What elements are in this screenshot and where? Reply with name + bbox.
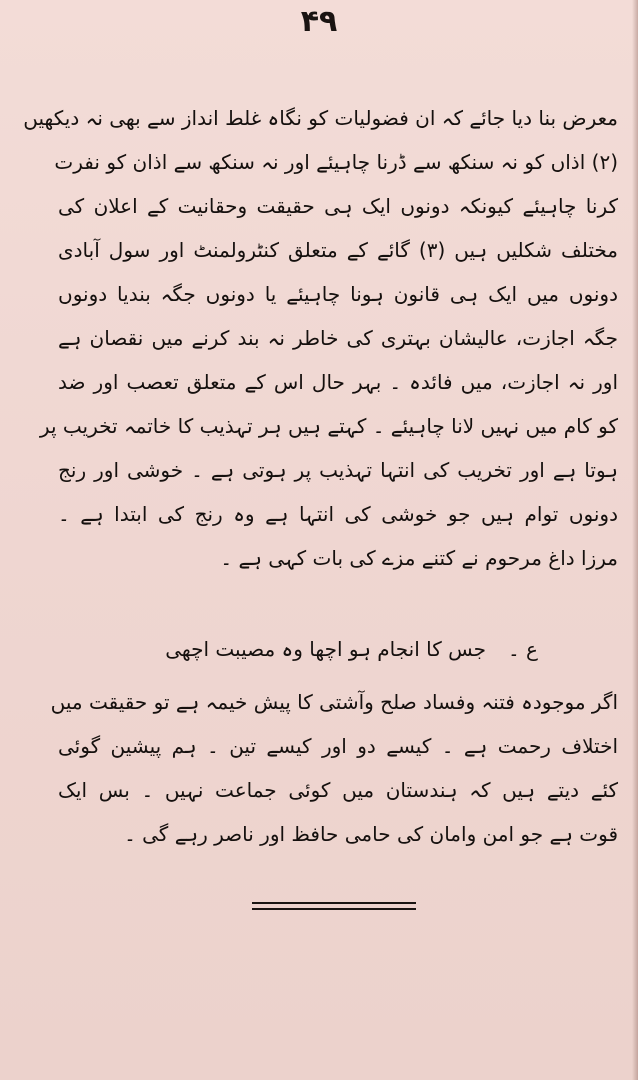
text-line: قوت ہے جو امن وامان کی حامی حافظ اور ناصر رہے گی ۔ [124, 822, 618, 846]
verse-marker: ع ۔ [507, 637, 538, 661]
text-line: کرنا چاہیئے کیونکہ دونوں ایک ہی حقیقت وحقانیت کے اعلان کی [58, 194, 618, 218]
text-line: دونوں میں ایک ہی قانون ہونا چاہیئے یا دونوں جگہ بندیا دونوں [58, 282, 618, 306]
page-edge-shadow [632, 0, 638, 1080]
text-line: مختلف شکلیں ہیں (۳) گائے کے متعلق کنٹرولمنٹ اور سول آبادی [58, 238, 618, 262]
text-line: اگر موجودہ فتنہ وفساد صلح وآشتی کا پیش خیمہ ہے تو حقیقت میں [50, 690, 618, 714]
text-line: کئے دیتے ہیں کہ ہندستان میں کوئی جماعت نہیں ۔ بس ایک [58, 778, 618, 802]
section-divider-top [252, 902, 416, 904]
text-line: کو کام میں نہیں لانا چاہیئے ۔ کہتے ہیں ہر تہذیب کا خاتمہ تخریب پر [39, 414, 618, 438]
text-line: اختلاف رحمت ہے ۔ کیسے دو اور کیسے تین ۔ ہم پیشین گوئی [58, 734, 618, 758]
verse-text: جس کا انجام ہو اچھا وہ مصیبت اچھی [165, 637, 486, 661]
section-divider-bottom [252, 908, 416, 910]
text-line: مرزا داغ مرحوم نے کتنے مزے کی بات کہی ہے ۔ [220, 546, 618, 570]
paragraph-2 [50, 680, 618, 856]
text-line: دونوں توام ہیں جو خوشی کی انتہا ہے وہ رنج کی ابتدا ہے ۔ [58, 502, 618, 526]
verse-line [140, 627, 538, 671]
text-line: اور نہ اجازت، میں فائدہ ۔ بہر حال اس کے متعلق تعصب اور ضد [58, 370, 618, 394]
paragraph-1 [23, 96, 618, 580]
text-line: جگہ اجازت، عالیشان بہتری کی خاطر نہ بند کرنے میں نقصان ہے [58, 326, 618, 350]
text-line: معرض بنا دیا جائے کہ ان فضولیات کو نگاہ غلط انداز سے بھی نہ دیکھیں [23, 106, 618, 130]
page-number: ۴۹ [300, 4, 338, 39]
text-line: ہوتا ہے اور تخریب کی انتہا تہذیب پر ہوتی ہے ۔ خوشی اور رنج [58, 458, 618, 482]
text-line: (۲) اذاں کو نہ سنکھ سے ڈرنا چاہیئے اور نہ سنکھ سے اذان کو نفرت [54, 150, 618, 174]
